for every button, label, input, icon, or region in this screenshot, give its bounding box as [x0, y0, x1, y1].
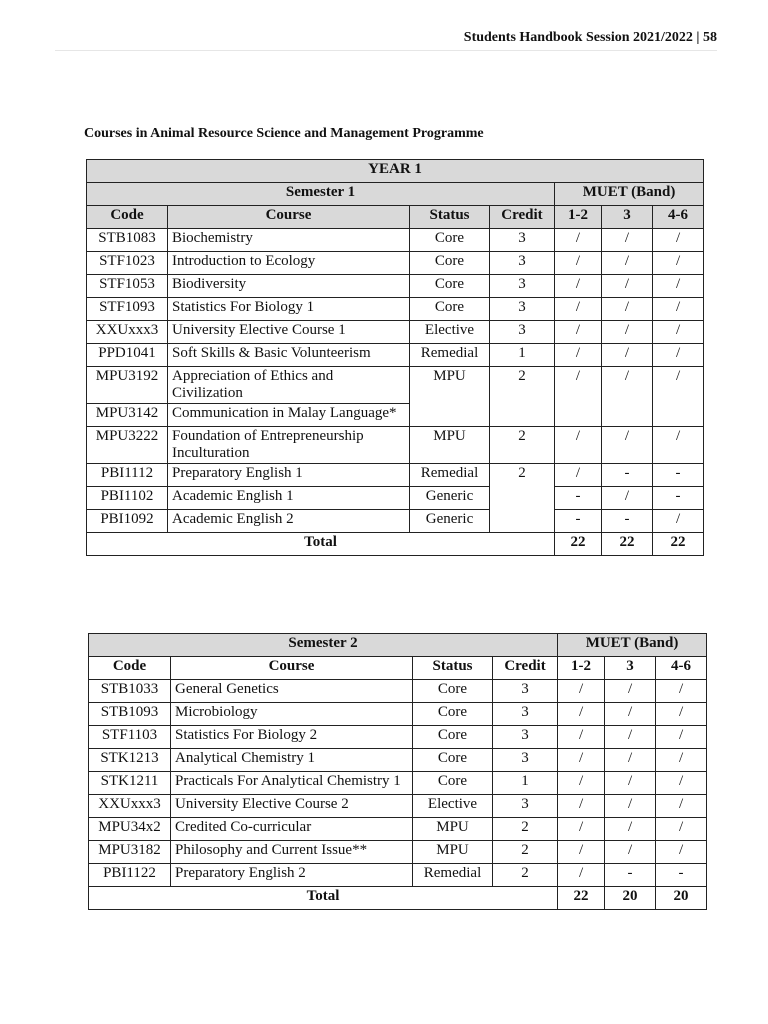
col-band-1-2: 1-2: [558, 657, 605, 680]
band-4-6: /: [656, 795, 707, 818]
course-name: Philosophy and Current Issue**: [171, 841, 413, 864]
course-credit: 3: [493, 795, 558, 818]
band-1-2: /: [558, 864, 605, 887]
table-row: [87, 344, 704, 367]
course-status: MPU: [410, 367, 490, 427]
band-3: /: [605, 818, 656, 841]
course-code: MPU3142: [87, 404, 168, 427]
total-band-4-6: 20: [656, 887, 707, 910]
course-status: Core: [413, 772, 493, 795]
band-3: /: [605, 726, 656, 749]
course-code: STF1093: [87, 298, 168, 321]
band-1-2: /: [558, 818, 605, 841]
page-header: Students Handbook Session 2021/2022 | 58: [55, 30, 717, 51]
course-status: MPU: [413, 841, 493, 864]
band-3: /: [605, 749, 656, 772]
col-course: Course: [171, 657, 413, 680]
course-credit: 3: [493, 726, 558, 749]
band-3: /: [602, 487, 653, 510]
course-code: STK1211: [89, 772, 171, 795]
course-code: STF1023: [87, 252, 168, 275]
course-code: STK1213: [89, 749, 171, 772]
course-code: MPU3182: [89, 841, 171, 864]
table-row: [87, 367, 704, 404]
course-code: MPU34x2: [89, 818, 171, 841]
course-name: Appreciation of Ethics and Civilization: [168, 367, 410, 404]
band-4-6: /: [656, 680, 707, 703]
total-band-3: 22: [602, 533, 653, 556]
course-status: Generic: [410, 510, 490, 533]
course-name: General Genetics: [171, 680, 413, 703]
course-name: Microbiology: [171, 703, 413, 726]
course-credit: 3: [490, 298, 555, 321]
table-row: [87, 321, 704, 344]
course-code: XXUxxx3: [89, 795, 171, 818]
semester-1-table: [86, 159, 704, 556]
band-4-6: /: [656, 703, 707, 726]
course-status: Elective: [413, 795, 493, 818]
band-3: /: [605, 680, 656, 703]
band-1-2: /: [558, 772, 605, 795]
band-3: /: [605, 703, 656, 726]
course-credit: 2: [490, 427, 555, 464]
course-name: Soft Skills & Basic Volunteerism: [168, 344, 410, 367]
band-1-2: /: [555, 464, 602, 487]
total-band-3: 20: [605, 887, 656, 910]
band-4-6: /: [653, 229, 704, 252]
band-1-2: /: [558, 703, 605, 726]
course-name: Introduction to Ecology: [168, 252, 410, 275]
course-name: Preparatory English 1: [168, 464, 410, 487]
band-4-6: -: [653, 464, 704, 487]
band-1-2: /: [558, 841, 605, 864]
year-header: YEAR 1: [87, 160, 704, 183]
band-1-2: -: [555, 487, 602, 510]
total-band-1-2: 22: [555, 533, 602, 556]
semester-header: Semester 2: [89, 634, 558, 657]
course-credit: 2: [493, 864, 558, 887]
course-code: STB1083: [87, 229, 168, 252]
band-3: /: [602, 275, 653, 298]
band-1-2: /: [555, 344, 602, 367]
course-code: PPD1041: [87, 344, 168, 367]
band-4-6: /: [653, 275, 704, 298]
course-credit: 1: [490, 344, 555, 367]
muet-header: MUET (Band): [555, 183, 704, 206]
col-band-4-6: 4-6: [653, 206, 704, 229]
course-status: Core: [410, 252, 490, 275]
table-row: [89, 818, 707, 841]
table-row: [87, 252, 704, 275]
table-row: [89, 680, 707, 703]
band-3: /: [605, 795, 656, 818]
table-row: [89, 726, 707, 749]
course-status: Core: [410, 298, 490, 321]
course-name: Communication in Malay Language*: [168, 404, 410, 427]
course-name: Credited Co-curricular: [171, 818, 413, 841]
band-4-6: /: [656, 772, 707, 795]
band-1-2: /: [555, 229, 602, 252]
course-code: PBI1112: [87, 464, 168, 487]
semester-header: Semester 1: [87, 183, 555, 206]
course-name: Biodiversity: [168, 275, 410, 298]
course-credit: 3: [493, 680, 558, 703]
course-status: Elective: [410, 321, 490, 344]
table-row: [89, 795, 707, 818]
course-code: STF1103: [89, 726, 171, 749]
total-row: [89, 887, 707, 910]
col-status: Status: [410, 206, 490, 229]
course-status: Core: [413, 726, 493, 749]
table-row: [87, 464, 704, 487]
band-4-6: /: [653, 298, 704, 321]
band-3: /: [602, 321, 653, 344]
course-code: STB1033: [89, 680, 171, 703]
band-1-2: -: [555, 510, 602, 533]
course-name: University Elective Course 1: [168, 321, 410, 344]
course-credit: 2: [490, 367, 555, 427]
course-name: Practicals For Analytical Chemistry 1: [171, 772, 413, 795]
course-name: Statistics For Biology 1: [168, 298, 410, 321]
band-1-2: /: [555, 275, 602, 298]
table-row: [87, 487, 704, 510]
band-4-6: /: [656, 841, 707, 864]
course-code: PBI1122: [89, 864, 171, 887]
course-status: MPU: [413, 818, 493, 841]
band-3: /: [602, 298, 653, 321]
course-credit: 3: [493, 703, 558, 726]
course-name: Statistics For Biology 2: [171, 726, 413, 749]
band-1-2: /: [555, 252, 602, 275]
col-band-1-2: 1-2: [555, 206, 602, 229]
course-name: Analytical Chemistry 1: [171, 749, 413, 772]
band-3: /: [605, 772, 656, 795]
course-name: Academic English 1: [168, 487, 410, 510]
col-course: Course: [168, 206, 410, 229]
band-1-2: /: [558, 680, 605, 703]
band-1-2: /: [558, 749, 605, 772]
band-4-6: -: [656, 864, 707, 887]
band-3: /: [602, 344, 653, 367]
band-1-2: /: [558, 795, 605, 818]
band-4-6: /: [653, 321, 704, 344]
course-name: Academic English 2: [168, 510, 410, 533]
total-label: Total: [87, 533, 555, 556]
band-3: /: [602, 367, 653, 427]
col-code: Code: [89, 657, 171, 680]
band-3: /: [605, 841, 656, 864]
total-band-1-2: 22: [558, 887, 605, 910]
course-credit: 3: [493, 749, 558, 772]
course-code: PBI1092: [87, 510, 168, 533]
course-credit: 3: [490, 275, 555, 298]
band-4-6: /: [653, 252, 704, 275]
col-credit: Credit: [490, 206, 555, 229]
band-1-2: /: [555, 367, 602, 427]
course-credit: 3: [490, 229, 555, 252]
course-credit: 1: [493, 772, 558, 795]
band-1-2: /: [555, 321, 602, 344]
course-status: Remedial: [413, 864, 493, 887]
table-row: [87, 275, 704, 298]
band-1-2: /: [555, 298, 602, 321]
band-4-6: /: [653, 427, 704, 464]
course-status: MPU: [410, 427, 490, 464]
table-row: [89, 703, 707, 726]
band-1-2: /: [555, 427, 602, 464]
band-1-2: /: [558, 726, 605, 749]
course-credit: 3: [490, 321, 555, 344]
table-row: [89, 841, 707, 864]
band-4-6: /: [653, 344, 704, 367]
course-code: STF1053: [87, 275, 168, 298]
total-label: Total: [89, 887, 558, 910]
course-code: STB1093: [89, 703, 171, 726]
course-status: Core: [413, 703, 493, 726]
semester-2-table: [88, 633, 707, 910]
table-row: [89, 864, 707, 887]
course-code: XXUxxx3: [87, 321, 168, 344]
course-status: Core: [410, 275, 490, 298]
total-band-4-6: 22: [653, 533, 704, 556]
col-code: Code: [87, 206, 168, 229]
band-4-6: /: [656, 749, 707, 772]
table-row: [87, 510, 704, 533]
band-3: /: [602, 252, 653, 275]
course-status: Remedial: [410, 464, 490, 487]
course-name: Foundation of Entrepreneurship Inculturation: [168, 427, 410, 464]
course-status: Core: [413, 749, 493, 772]
table-row: [89, 749, 707, 772]
course-status: Core: [410, 229, 490, 252]
course-credit: 3: [490, 252, 555, 275]
band-4-6: /: [656, 726, 707, 749]
col-band-3: 3: [602, 206, 653, 229]
table-row: [87, 298, 704, 321]
col-band-3: 3: [605, 657, 656, 680]
course-status: Generic: [410, 487, 490, 510]
course-code: MPU3222: [87, 427, 168, 464]
table-row: [87, 427, 704, 464]
band-4-6: /: [653, 510, 704, 533]
course-status: Core: [413, 680, 493, 703]
band-3: /: [602, 229, 653, 252]
band-4-6: -: [653, 487, 704, 510]
course-credit: 2: [493, 841, 558, 864]
col-status: Status: [413, 657, 493, 680]
total-row: [87, 533, 704, 556]
course-name: Preparatory English 2: [171, 864, 413, 887]
band-3: /: [602, 427, 653, 464]
table-row: [89, 772, 707, 795]
band-3: -: [602, 464, 653, 487]
band-4-6: /: [656, 818, 707, 841]
col-band-4-6: 4-6: [656, 657, 707, 680]
course-credit: 2: [490, 464, 555, 533]
course-name: University Elective Course 2: [171, 795, 413, 818]
course-status: Remedial: [410, 344, 490, 367]
course-credit: 2: [493, 818, 558, 841]
course-code: PBI1102: [87, 487, 168, 510]
course-code: MPU3192: [87, 367, 168, 404]
band-3: -: [602, 510, 653, 533]
section-heading: Courses in Animal Resource Science and Management Programme: [84, 126, 484, 141]
table-row: [87, 229, 704, 252]
muet-header: MUET (Band): [558, 634, 707, 657]
band-4-6: /: [653, 367, 704, 427]
band-3: -: [605, 864, 656, 887]
col-credit: Credit: [493, 657, 558, 680]
course-name: Biochemistry: [168, 229, 410, 252]
